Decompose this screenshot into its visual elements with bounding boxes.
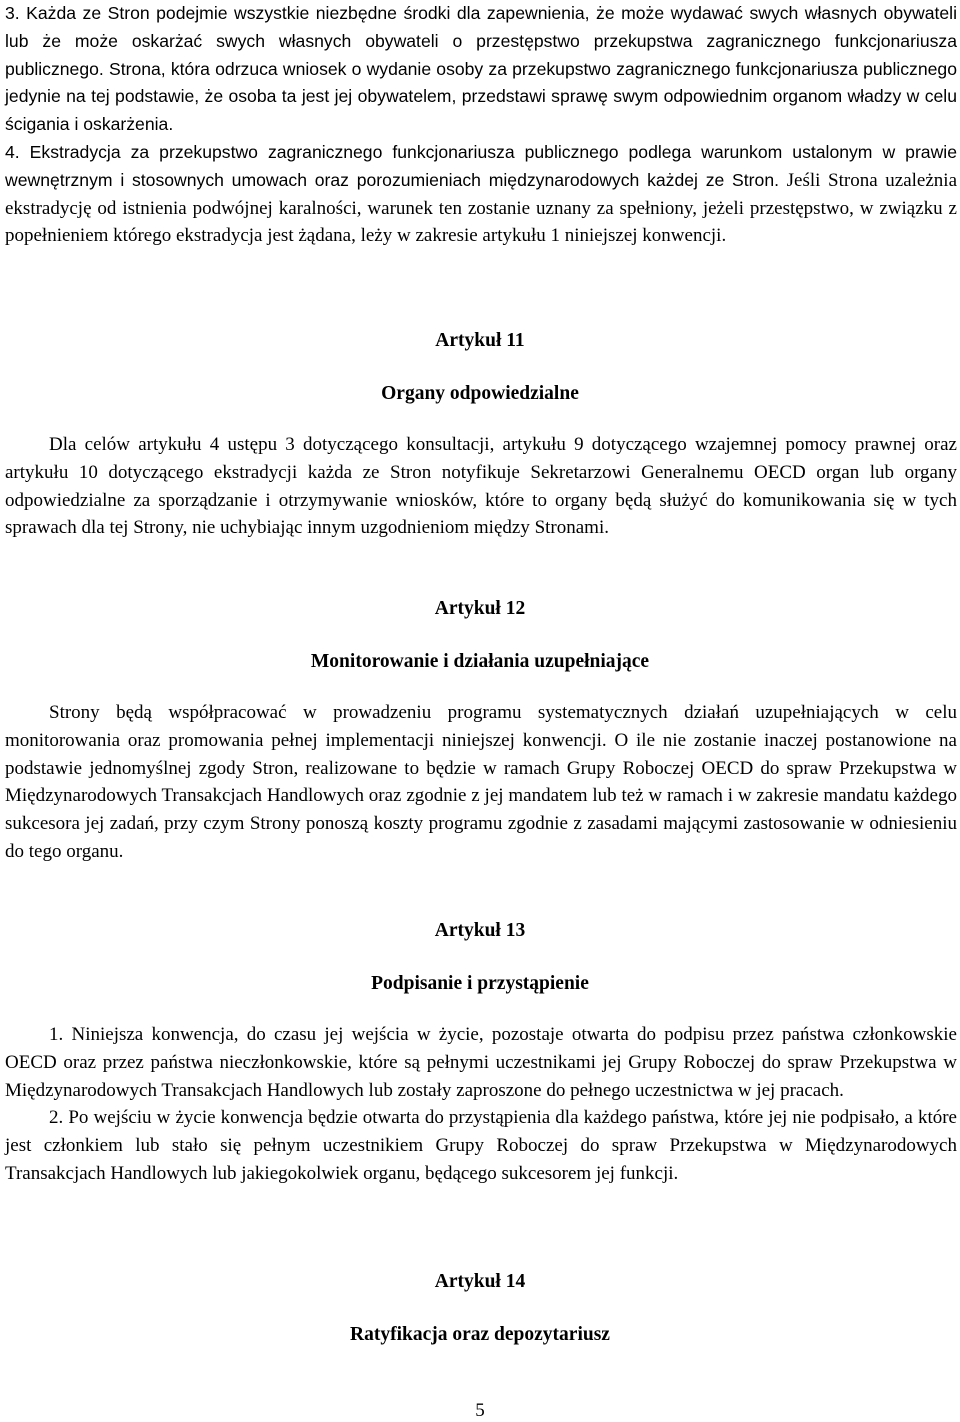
- article-14-title: Ratyfikacja oraz depozytariusz: [350, 1324, 610, 1345]
- article-14-number: Artykuł 14: [434, 1271, 526, 1292]
- article-13-paragraph-2: 2. Po wejściu w życie konwencja będzie otwarta do przystąpienia dla każdego państwa, które jej nie podpisało, a które jest członkiem lub stało się pełnym uczestnikiem Grupy Roboczej do spraw Przekupstwa w Międzynarodowych Transakcjach Handlowych lub jakiegokolwiek organu, będącego sukcesorem jej funkcji.: [5, 1107, 957, 1184]
- article-12-title: Monitorowanie i działania uzupełniające: [310, 651, 650, 672]
- article-11-paragraph-1: Dla celów artykułu 4 ustępu 3 dotyczącego konsultacji, artykułu 9 dotyczącego wzajemnej pomocy prawnej oraz artykułu 10 dotyczącego ekstradycji każda ze Stron notyfikuje Sekretarzowi Generalnemu OECD organ lub organy odpowiedzialne za sporządzanie i otrzymywanie wniosków, które to organy będą służyć do komunikowania się w tych sprawach dla tej Strony, nie uchybiając innym uzgodnieniom między Stronami.: [5, 434, 957, 539]
- article-13-body: [5, 1021, 957, 1188]
- paragraph-4-end: Jeśli Strona uzależnia ekstradycję od istnienia podwójnej karalności, warunek ten zostanie uznany za spełniony, jeżeli przestępstwo, w związku z popełnieniem którego ekstradycja jest żądana, leży w zakresie artykułu 1 niniejszej konwencji.: [5, 169, 957, 247]
- paragraph-4: [5, 139, 957, 250]
- article-13-title: Podpisanie i przystąpienie: [371, 973, 589, 994]
- paragraph-4-start: 4. Ekstradycja za przekupstwo zagranicznego funkcjonariusza publicznego podlega warunkom ustalonym w prawie wewnętrznym i stosownych umowach oraz porozumieniach międzynarodowych każdej ze Stron.: [5, 141, 957, 190]
- article-12-body: [5, 699, 957, 866]
- article-13-paragraph-1: 1. Niniejsza konwencja, do czasu jej wejścia w życie, pozostaje otwarta do podpisu przez państwa członkowskie OECD oraz przez państwa nieczłonkowskie, które są pełnymi uczestnikami jej Grupy Roboczej do spraw Przekupstwa w Międzynarodowych Transakcjach Handlowych lub zostały zaproszone do pełnego uczestnictwa w jej pracach.: [5, 1024, 957, 1101]
- lead-paragraphs: [5, 0, 957, 250]
- article-11-body: [5, 431, 957, 542]
- article-12-paragraph-1: Strony będą współpracować w prowadzeniu programu systematycznych działań uzupełniających w celu monitorowania oraz promowania pełnej implementacji niniejszej konwencji. O ile nie zostanie inaczej postanowione na podstawie jednomyślnej zgody Stron, realizowane to będzie w ramach Grupy Roboczej OECD do spraw Przekupstwa w Międzynarodowych Transakcjach Handlowych oraz zgodnie z jej mandatem lub też w ramach i w zakresie mandatu każdego sukcesora jej zadań, przy czym Strony ponoszą koszty programu zgodnie z zasadami mającymi zastosowanie w odniesieniu do tego organu.: [5, 702, 957, 862]
- article-13-number: Artykuł 13: [434, 920, 526, 941]
- article-12-number: Artykuł 12: [434, 598, 526, 619]
- page-number: 5: [475, 1400, 485, 1421]
- paragraph-3: 3. Każda ze Stron podejmie wszystkie niezbędne środki dla zapewnienia, że może wydawać swych własnych obywateli lub że może oskarżać swych własnych obywateli o przestępstwo przekupstwa zagranicznego funkcjonariusza publicznego. Strona, która odrzuca wniosek o wydanie osoby za przekupstwo zagranicznego funkcjonariusza publicznego jedynie na tej podstawie, że osoba ta jest jej obywatelem, przedstawi sprawę swym odpowiednim organom władzy w celu ścigania i oskarżenia.: [5, 3, 957, 135]
- article-11-title: Organy odpowiedzialne: [381, 383, 579, 404]
- article-11-number: Artykuł 11: [435, 330, 525, 351]
